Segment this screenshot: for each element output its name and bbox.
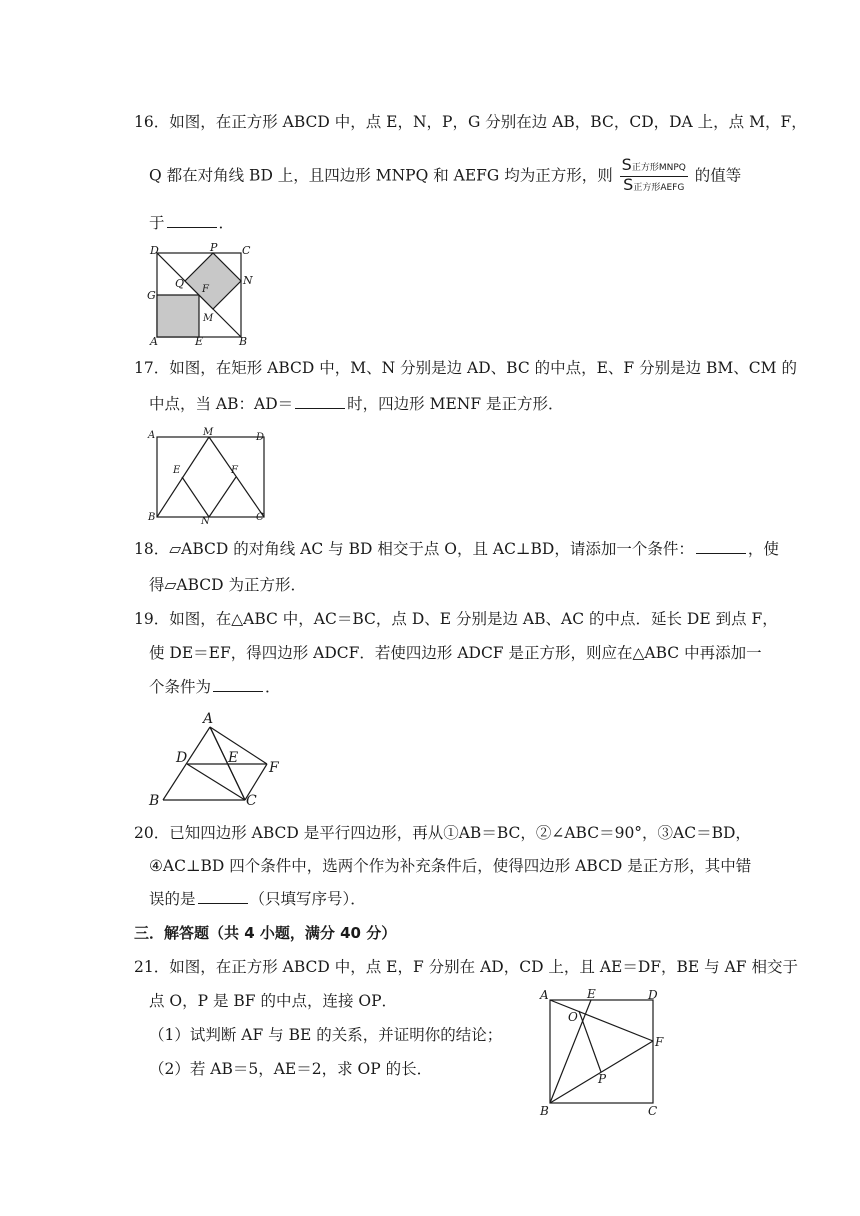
q18-line2: 得▱ABCD 为正方形． (149, 576, 307, 594)
fig19-label-c: C (246, 793, 257, 809)
q19-line3-text-a: 个条件为 (149, 678, 212, 696)
fig19-label-d: D (176, 750, 188, 766)
fig17-label-a: A (148, 430, 156, 441)
q21-subquestion-2: （2）若 AB＝5，AE＝2，求 OP 的长． (149, 1060, 433, 1078)
fig21-label-a: A (540, 988, 549, 1002)
q19-answer-blank[interactable] (213, 677, 263, 692)
fig16-label-g: G (147, 289, 156, 302)
section-heading: 三．解答题（共 4 小题，满分 40 分） (134, 924, 397, 942)
q20-line3-text-b: （只填写序号）． (249, 890, 366, 908)
fig19-label-b: B (149, 793, 160, 809)
fig16-label-f: F (202, 284, 209, 295)
q16-line2-text-a: Q 都在对角线 BD 上，且四边形 MNPQ 和 AEFG 均为正方形，则 (149, 166, 613, 185)
fig21-label-o: O (568, 1010, 578, 1024)
fig17-label-f: F (231, 465, 238, 476)
q17-line2-text-b: 时，四边形 MENF 是正方形． (347, 395, 564, 413)
fig17-label-d: D (256, 432, 265, 443)
fig16-label-m: M (203, 313, 214, 324)
q19-line1: 19．如图，在△ABC 中，AC＝BC，点 D、E 分别是边 AB、AC 的中点．延长 DE 到点 F， (134, 610, 778, 628)
q21-figure (535, 985, 675, 1120)
fig19-label-e: E (228, 750, 239, 766)
q16-line2 (149, 155, 742, 195)
fig16-label-q: Q (175, 277, 185, 290)
fig21-label-c: C (648, 1104, 658, 1118)
q17-line2-text-a: 中点，当 AB：AD＝ (149, 395, 294, 413)
fraction-denominator: S正方形AEFG (623, 175, 685, 194)
q21-subquestion-1: （1）试判断 AF 与 BE 的关系，并证明你的结论； (149, 1026, 503, 1044)
q19-line3 (149, 676, 281, 698)
q19-figure (145, 710, 295, 810)
fig17-label-c: C (256, 512, 264, 523)
q20-answer-blank[interactable] (198, 889, 248, 904)
fig16-label-n: N (243, 274, 253, 287)
fraction-numerator: S正方形MNPQ (620, 158, 688, 177)
q16-answer-blank[interactable] (167, 213, 217, 228)
q20-line3-text-a: 误的是 (149, 890, 196, 908)
q18-answer-blank[interactable] (696, 539, 746, 554)
fig17-label-e: E (173, 465, 181, 476)
q18-line1 (134, 538, 779, 560)
fig17-label-b: B (148, 512, 156, 523)
q18-line1-text-c: ，使 (747, 540, 779, 558)
q17-answer-blank[interactable] (295, 394, 345, 409)
q17-figure (145, 425, 275, 525)
fig19-label-f: F (269, 760, 279, 776)
q19-line3-text-b: ． (265, 678, 281, 696)
fig21-label-d: D (648, 988, 658, 1002)
fig21-label-e: E (587, 987, 596, 1001)
fig19-label-a: A (203, 711, 214, 727)
fig21-label-p: P (598, 1072, 607, 1086)
fig21-label-b: B (540, 1104, 549, 1118)
q17-line1: 17．如图，在矩形 ABCD 中，M、N 分别是边 AD、BC 的中点，E、F 分别是边 BM、CM 的 (134, 359, 797, 377)
q16-figure (140, 240, 260, 350)
q20-line1: 20．已知四边形 ABCD 是平行四边形，再从①AB＝BC，②∠ABC＝90°，③AC＝BD， (134, 824, 751, 842)
fig17-label-m: M (203, 427, 214, 438)
fig16-label-e: E (195, 335, 204, 348)
fig16-label-p: P (210, 241, 218, 254)
fig17-label-n: N (201, 516, 210, 527)
q17-line2 (149, 393, 564, 415)
fig16-label-a: A (150, 335, 158, 348)
q20-line2: ④AC⊥BD 四个条件中，选两个作为补充条件后，使得四边形 ABCD 是正方形，其中错 (149, 857, 752, 875)
q20-line3 (149, 888, 366, 910)
q16-line1: 16．如图，在正方形 ABCD 中，点 E，N，P，G 分别在边 AB，BC，CD，DA 上，点 M，F， (134, 113, 807, 131)
q19-line2: 使 DE＝EF，得四边形 ADCF．若使四边形 ADCF 是正方形，则应在△ABC 中再添加一 (149, 644, 762, 662)
area-ratio-fraction (620, 155, 688, 195)
q21-line2: 点 O，P 是 BF 的中点，连接 OP． (149, 992, 398, 1010)
q18-line1-text-a: 18． (134, 540, 170, 558)
fig21-label-f: F (655, 1035, 664, 1049)
q16-line3-text-b: ． (218, 214, 235, 232)
q16-line3-text-a: 于 (149, 214, 165, 232)
q16-line2-text-b: 的值等 (694, 166, 742, 185)
q16-line3 (149, 212, 234, 234)
q21-line1: 21．如图，在正方形 ABCD 中，点 E，F 分别在 AD，CD 上，且 AE＝DF，BE 与 AF 相交于 (134, 958, 798, 976)
fig16-label-b: B (239, 335, 248, 348)
fig16-label-d: D (150, 244, 159, 257)
fig16-label-c: C (242, 244, 251, 257)
q18-line1-text-b: ▱ABCD 的对角线 AC 与 BD 相交于点 O，且 AC⊥BD，请添加一个条件： (169, 540, 694, 558)
